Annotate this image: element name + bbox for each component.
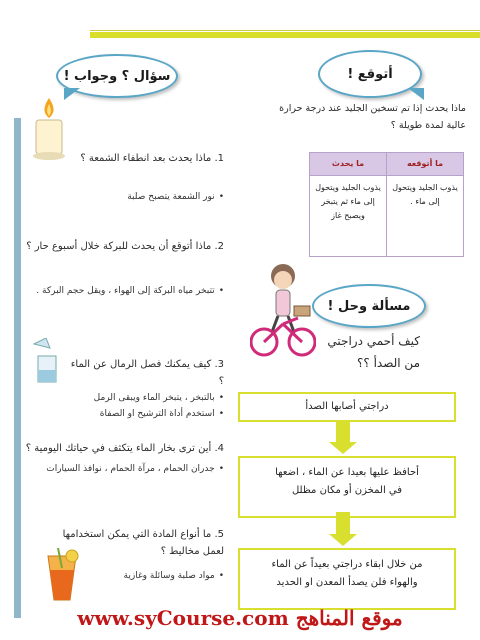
bubble-problem-label: مسألة وحل ! bbox=[327, 298, 411, 314]
flow-arrow bbox=[336, 512, 350, 534]
flow-arrow-head bbox=[329, 534, 357, 546]
qa-answer: • مواد صلبة وسائلة وغازية bbox=[54, 568, 224, 584]
flow-arrow bbox=[336, 420, 350, 442]
qa-answer: • جدران الحمام ، مرآة الحمام ، نوافذ السيارات bbox=[24, 461, 224, 477]
qa-question: 3. كيف يمكنك فصل الرمال عن الماء ؟ bbox=[70, 359, 224, 387]
problem-question bbox=[280, 330, 420, 374]
expect-question-line: عالية لمدة طويلة ؟ bbox=[390, 120, 466, 131]
bubble-tail bbox=[408, 88, 424, 100]
bubble-problem bbox=[312, 284, 426, 328]
expect-question bbox=[236, 100, 466, 134]
col-happens-header: ما يحدث bbox=[310, 153, 387, 176]
expect-question-line: ماذا يحدث إذا تم تسخين الجليد عند درجة حرارة bbox=[279, 103, 466, 114]
qa-question: 4. أين ترى بخار الماء يتكثف في حياتك اليومية ؟ bbox=[25, 443, 224, 454]
qa-item-4 bbox=[24, 440, 224, 477]
col-expect-header: ما أتوقعه bbox=[387, 153, 464, 176]
qa-question: 2. ماذا أتوقع أن يحدث للبركة خلال أسبوع حار ؟ bbox=[26, 241, 224, 252]
top-divider bbox=[90, 30, 480, 31]
qa-answer: • نور الشمعة يتصبح صلبة bbox=[24, 189, 224, 205]
qa-item-2 bbox=[14, 238, 224, 299]
problem-question-line: من الصدأ ؟؟ bbox=[357, 356, 420, 370]
qa-question: 1. ماذا يحدث بعد انطفاء الشمعة ؟ bbox=[80, 153, 224, 164]
qa-answer: • استخدم أداة الترشيح او الصفاة bbox=[64, 406, 224, 422]
bubble-qa-label: سؤال ؟ وجواب ! bbox=[63, 68, 171, 84]
qa-item-1 bbox=[24, 150, 224, 205]
qa-item-3 bbox=[64, 356, 224, 422]
footer-site-name: www.syCourse.com موقع المناهج bbox=[77, 606, 403, 630]
bubble-expect bbox=[318, 50, 422, 98]
flow-step-3-line: والهواء فلن يصدأ المعدن او الحديد bbox=[276, 577, 418, 588]
qa-answer: • بالتبخر ، يتبخر الماء ويبقى الرمل bbox=[64, 390, 224, 406]
expect-table bbox=[309, 152, 464, 257]
flow-arrow-head bbox=[329, 442, 357, 454]
flow-step-1-text: دراجتي أصابها الصدأ bbox=[305, 401, 389, 412]
qa-question: 5. ما أنواع المادة التي يمكن استخدامها لعمل مخاليط ؟ bbox=[62, 529, 224, 557]
flow-step-2-line: أحافظ عليها بعيدا عن الماء ، اضعها bbox=[275, 467, 419, 478]
flow-step-3-line: من خلال ابقاء دراجتي بعيداً عن الماء bbox=[271, 559, 423, 570]
beaker-illustration bbox=[28, 338, 64, 386]
flow-step-3 bbox=[238, 548, 456, 610]
problem-question-line: كيف أحمي دراجتي bbox=[327, 334, 420, 348]
qa-item-5 bbox=[54, 526, 224, 584]
flow-step-1 bbox=[238, 392, 456, 422]
flow-step-2 bbox=[238, 456, 456, 518]
left-accent-bar bbox=[14, 118, 21, 618]
happens-cell: يذوب الجليد ويتحول إلى ماء ثم يتبخر ويصبح غاز bbox=[310, 176, 387, 257]
flow-step-2-line: في المخزن أو مكان مظلل bbox=[291, 485, 403, 496]
top-accent-bar bbox=[90, 32, 480, 38]
qa-answer: • تتبخر مياه البركة إلى الهواء ، ويقل حجم البركة . bbox=[14, 283, 224, 299]
bubble-expect-label: أتوقع ! bbox=[347, 66, 393, 82]
expect-cell: يذوب الجليد ويتحول إلى ماء . bbox=[387, 176, 464, 257]
